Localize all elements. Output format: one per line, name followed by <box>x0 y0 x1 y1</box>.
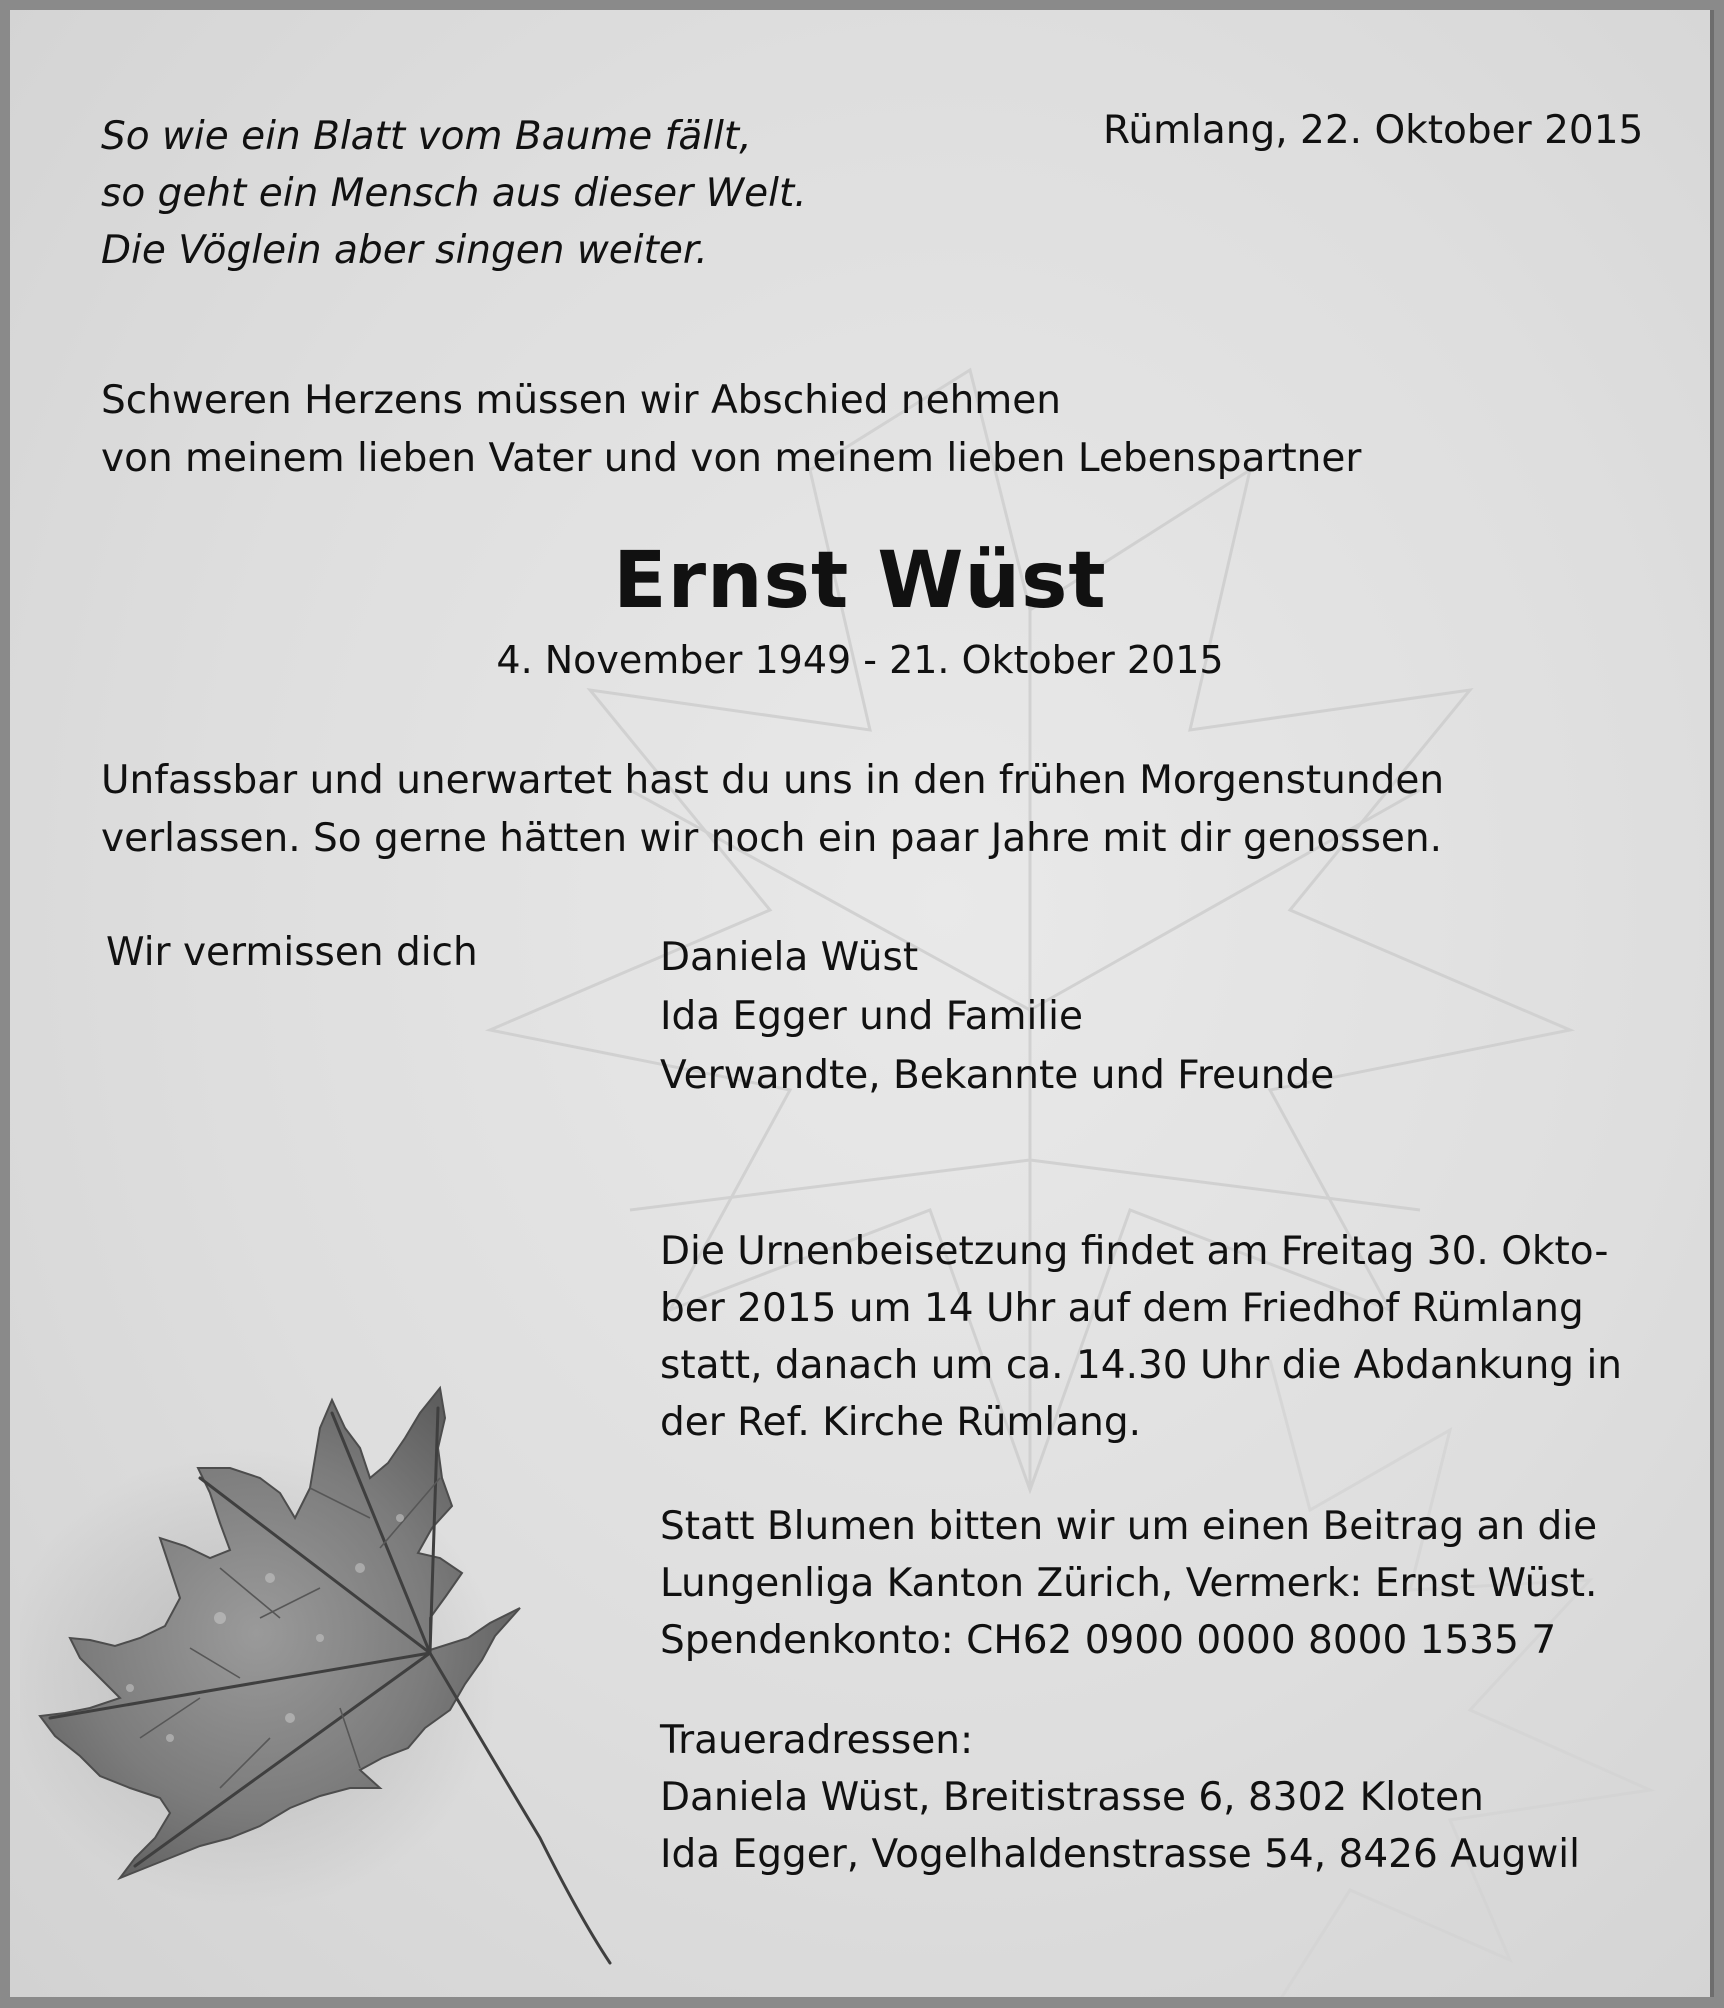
message-line: Unfassbar und unerwartet hast du uns in den frühen Morgenstunden <box>101 758 1445 803</box>
donation-line: Lungenliga Kanton Zürich, Vermerk: Ernst Wüst. <box>660 1561 1598 1606</box>
mourner-item: Verwandte, Bekannte und Freunde <box>660 1053 1335 1098</box>
intro-line: Schweren Herzens müssen wir Abschied nehmen <box>101 378 1061 423</box>
miss-you-text: Wir vermissen dich <box>106 930 478 975</box>
poem-line: Die Vöglein aber singen weiter. <box>101 228 708 273</box>
mourner-item: Ida Egger und Familie <box>660 994 1083 1039</box>
ceremony-info <box>660 1223 1622 1451</box>
mourner-item: Daniela Wüst <box>660 935 919 980</box>
poem <box>101 108 807 279</box>
deceased-name: Ernst Wüst <box>613 536 1107 626</box>
poem-line: So wie ein Blatt vom Baume fällt, <box>101 114 752 159</box>
addresses-heading: Traueradressen: <box>660 1718 974 1763</box>
address-line: Daniela Wüst, Breitistrasse 6, 8302 Kloten <box>660 1775 1484 1820</box>
mourning-addresses <box>660 1712 1580 1883</box>
donation-line: Statt Blumen bitten wir um einen Beitrag an die <box>660 1504 1598 1549</box>
ceremony-line: ber 2015 um 14 Uhr auf dem Friedhof Rümlang <box>660 1286 1584 1331</box>
address-line: Ida Egger, Vogelhaldenstrasse 54, 8426 Augwil <box>660 1832 1580 1877</box>
life-dates: 4. November 1949 - 21. Oktober 2015 <box>496 638 1224 682</box>
obituary-notice <box>10 10 1714 1997</box>
intro-line: von meinem lieben Vater und von meinem lieben Lebenspartner <box>101 436 1362 481</box>
ceremony-line: Die Urnenbeisetzung findet am Freitag 30. Okto- <box>660 1229 1609 1274</box>
intro-text <box>101 372 1361 488</box>
message-text <box>101 752 1444 868</box>
place-date: Rümlang, 22. Oktober 2015 <box>1103 108 1644 153</box>
poem-line: so geht ein Mensch aus dieser Welt. <box>101 171 807 216</box>
mourners-list <box>660 928 1334 1105</box>
donation-info <box>660 1498 1597 1669</box>
ceremony-line: der Ref. Kirche Rümlang. <box>660 1400 1142 1445</box>
message-line: verlassen. So gerne hätten wir noch ein paar Jahre mit dir genossen. <box>101 816 1443 861</box>
ceremony-line: statt, danach um ca. 14.30 Uhr die Abdankung in <box>660 1343 1623 1388</box>
maple-leaf-icon <box>20 1318 720 1997</box>
donation-line: Spendenkonto: CH62 0900 0000 8000 1535 7 <box>660 1618 1557 1663</box>
